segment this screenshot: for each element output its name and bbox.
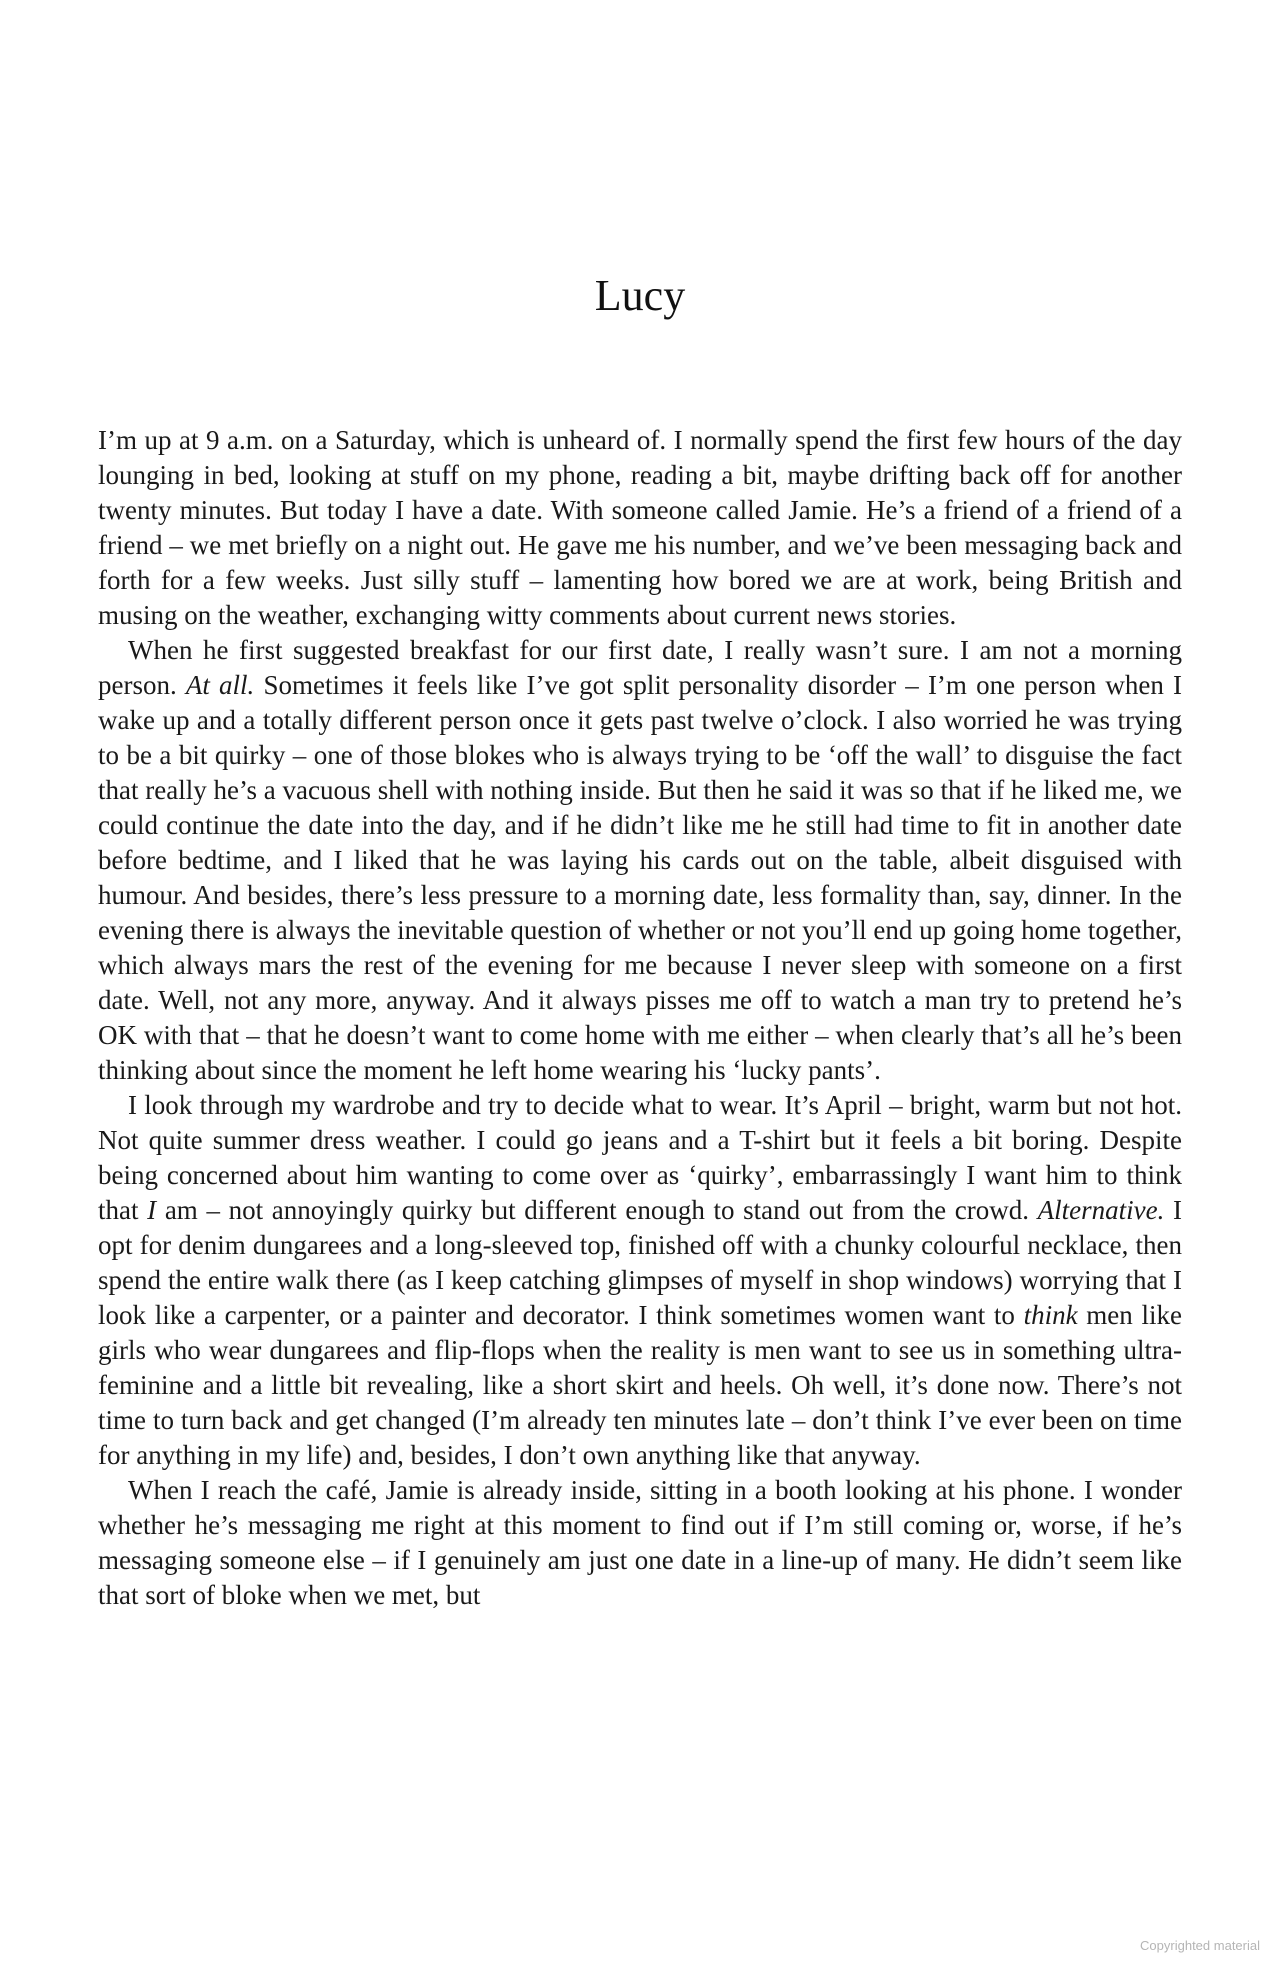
- paragraph: [98, 423, 1182, 633]
- paragraph: [98, 633, 1182, 1088]
- text-run: I’m up at 9 a.m. on a Saturday, which is unheard of. I normally spend the first few hours of the day lounging in bed, looking at stuff on my phone, reading a bit, maybe drifting back off for another twenty minutes. But today I have a date. With someone called Jamie. He’s a friend of a friend of a friend – we met briefly on a night out. He gave me his number, and we’ve been messaging back and forth for a few weeks. Just silly stuff – lamenting how bored we are at work, being British and musing on the weather, exchanging witty comments about current news stories.: [98, 425, 1182, 630]
- chapter-body: [98, 423, 1182, 1613]
- italic-text: At all.: [185, 670, 255, 700]
- text-run: When he first suggested breakfast for our first date, I really wasn’t sure. I am not a morning person.: [98, 635, 1182, 700]
- italic-text: think: [1023, 1300, 1078, 1330]
- chapter-title: Lucy: [594, 271, 686, 320]
- text-run: I opt for denim dungarees and a long-sleeved top, finished off with a chunky colourful necklace, then spend the entire walk there (as I keep catching glimpses of myself in shop windows) worrying that I look like a carpenter, or a painter and decorator. I think sometimes women want to: [98, 1195, 1182, 1330]
- text-run: I look through my wardrobe and try to decide what to wear. It’s April – bright, warm but not hot. Not quite summer dress weather. I could go jeans and a T-shirt but it feels a bit boring. Despite being concerned about him wanting to come over as ‘quirky’, embarrassingly I want him to think that: [98, 1090, 1182, 1225]
- text-run: am – not annoyingly quirky but different enough to stand out from the crowd.: [156, 1195, 1038, 1225]
- italic-text: I: [147, 1195, 157, 1225]
- paragraph: [98, 1473, 1182, 1613]
- text-run: When I reach the café, Jamie is already inside, sitting in a booth looking at his phone. I wonder whether he’s messaging me right at this moment to find out if I’m still coming or, worse, if he’s messaging someone else – if I genuinely am just one date in a line-up of many. He didn’t seem like that sort of bloke when we met, but: [98, 1475, 1182, 1610]
- italic-text: Alternative.: [1037, 1195, 1165, 1225]
- paragraph: [98, 1088, 1182, 1473]
- text-run: men like girls who wear dungarees and flip-flops when the reality is men want to see us in something ultra-feminine and a little bit revealing, like a short skirt and heels. Oh well, it’s done now. There’s not time to turn back and get changed (I’m already ten minutes late – don’t think I’ve ever been on time for anything in my life) and, besides, I don’t own anything like that anyway.: [98, 1300, 1182, 1470]
- text-run: Sometimes it feels like I’ve got split personality disorder – I’m one person when I wake up and a totally different person once it gets past twelve o’clock. I also worried he was trying to be a bit quirky – one of those blokes who is always trying to be ‘off the wall’ to disguise the fact that really he’s a vacuous shell with nothing inside. But then he said it was so that if he liked me, we could continue the date into the day, and if he didn’t like me he still had time to fit in another date before bedtime, and I liked that he was laying his cards out on the table, albeit disguised with humour. And besides, there’s less pressure to a morning date, less formality than, say, dinner. In the evening there is always the inevitable question of whether or not you’ll end up going home together, which always mars the rest of the evening for me because I never sleep with someone on a first date. Well, not any more, anyway. And it always pisses me off to watch a man try to pretend he’s OK with that – that he doesn’t want to come home with me either – when clearly that’s all he’s been thinking about since the moment he left home wearing his ‘lucky pants’.: [98, 670, 1183, 1085]
- copyright-watermark: Copyrighted material: [1140, 1938, 1260, 1953]
